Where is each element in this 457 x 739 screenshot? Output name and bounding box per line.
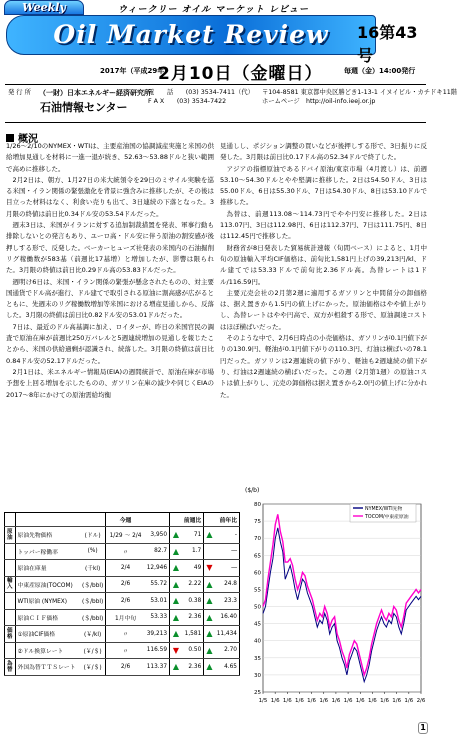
y-axis-label: ($/b) <box>245 487 260 494</box>
weekly-label: Weekly <box>22 1 66 14</box>
paragraph: 主要元売会社の2月第2週に適用するガソリンと中間留分の卸価格は、据え置きから1.5円の値上げにかった。原油価格はやや値上がりし、為替レートはやや円高で、双方が相殺する形で、原油調達コストはほぼ横ばいだった。 <box>220 288 427 331</box>
trend-cell: ▲ <box>170 659 182 676</box>
price-line-chart <box>243 482 427 707</box>
trend2-cell: ▼ <box>204 560 215 577</box>
trend2-cell: ▲ <box>204 527 215 544</box>
value-cell: 113.37 <box>145 659 170 676</box>
date-cell: 〃 <box>106 626 145 643</box>
y-tick-label: 35 <box>254 655 261 662</box>
tel: 電 話 (03) 3534-7411（代） <box>148 89 254 96</box>
category-cell <box>5 593 16 610</box>
y-tick-label: 30 <box>254 672 261 679</box>
paragraph: 2月1日は、米エネルギー情報局(EIA)の週間統計で、原油在庫が市場予想を上回る増加を示したものの、ガソリン在庫の減少や同じくEIAの2017～8年にかけての原油需給均衡 <box>6 367 214 399</box>
section-title: 概況 <box>18 134 38 145</box>
change-cell: 71 <box>182 527 204 544</box>
trend-cell: ▲ <box>170 560 182 577</box>
x-tick-label: 1/6 <box>404 698 414 704</box>
name-cell: 原油先物価格 <box>15 527 80 544</box>
name-cell: 原油ＣＩＦ価格 <box>15 609 80 626</box>
change-cell: 49 <box>182 560 204 577</box>
paragraph: 2月2日は、朝方、1月27日の米大統領令を29日のミサイル実験を巡る米国・イラン関係の緊張激化を背景に強含みに推移したが、その後は目立った材料はなく、利食い売りも出て、3日連続の下落となった。3月限の終値は前日比0.34ドル安の53.54ドルだった。 <box>6 175 214 218</box>
value-cell: 39,213 <box>145 626 170 643</box>
subtitle: ウィークリー オイル マーケット レビュー <box>118 5 309 15</box>
x-tick-label: 1/6 <box>295 698 304 704</box>
x-tick-label: 1/6 <box>380 698 389 704</box>
y-tick-label: 75 <box>254 519 261 526</box>
paragraph: 財務省が8日発表した貿易統計速報（旬間ベース）によると、1月中旬の原油輸入平均CIF価格は、前旬比1,581円上げの39,213円/kl、ドル建てでは53.33ドルで前旬比2.36ドル高。為替レートは1ドル/116.59円。 <box>220 243 427 286</box>
header-change: 前週比 <box>182 513 204 527</box>
trend2-cell: ▲ <box>204 609 215 626</box>
change-cell: 0.38 <box>182 593 204 610</box>
trend-cell: ▲ <box>170 593 182 610</box>
title-banner <box>6 15 376 55</box>
category-cell: 原油 <box>5 527 16 544</box>
change-cell: 2.36 <box>182 609 204 626</box>
change2-cell: 2.70 <box>215 642 240 659</box>
contact <box>148 88 254 106</box>
x-tick-label: 1/6 <box>319 698 329 704</box>
trend-cell: ▲ <box>170 626 182 643</box>
trend-cell: ▲ <box>170 609 182 626</box>
table-row <box>5 576 240 593</box>
name-cell: ②ドル換算レート <box>15 642 80 659</box>
change2-cell: ― <box>215 560 240 577</box>
date-cell: 1/29 ～ 2/4 <box>106 527 145 544</box>
value-cell: 82.7 <box>145 543 170 560</box>
name-cell: 原油在庫量 <box>15 560 80 577</box>
org-label: 発 行 所 <box>8 89 31 96</box>
unit-cell: (%) <box>80 543 106 560</box>
category-cell: 価格 <box>5 626 16 643</box>
org-center: 石油情報センター <box>40 101 128 114</box>
paragraph: アジアの指標原油であるドバイ原油/東京市場（4月渡し）は、前週53.10～54.30ドルとやや堅調に推移した。2日は54.50ドル、3日は55.00ドル、6日は55.30ドル、7日は54.30ドル、8日は53.10ドルで推移した。 <box>220 164 427 207</box>
value-cell: 53.01 <box>145 593 170 610</box>
name-cell: トッパー稼働率 <box>15 543 80 560</box>
y-tick-label: 50 <box>254 604 261 611</box>
unit-cell: (＄/bbl) <box>80 576 106 593</box>
unit-cell: (￥/kl) <box>80 626 106 643</box>
change2-cell: ― <box>215 543 240 560</box>
change-cell: 0.50 <box>182 642 204 659</box>
paragraph: 見通しし、ポジション調整の買いなどが後押しする形で、3日振りに反発した。3月限は前日比0.17ドル高の52.34ドルで終了した。 <box>220 142 427 162</box>
page-title: Oil Market Review <box>53 20 329 49</box>
body-left-column <box>6 141 214 401</box>
change-cell: 2.36 <box>182 659 204 676</box>
category-cell: 輸入 <box>5 576 16 593</box>
y-tick-label: 40 <box>254 638 261 645</box>
date-cell: 2/6 <box>106 593 145 610</box>
table-row <box>5 642 240 659</box>
trend-cell: ▲ <box>170 527 182 544</box>
homepage-link[interactable]: ホームページ http://oil-info.ieej.or.jp <box>262 98 376 105</box>
paragraph: 1/26～2/10のNYMEX・WTIは、主要産油国の協調減産実施と米国の供給増加見通しを材料に一進一退が続き、52.63～53.88ドルと狭い範囲で高めに推移した。 <box>6 142 214 173</box>
issue-date: 2月10日（金曜日） <box>158 64 323 84</box>
x-tick-label: 1/6 <box>367 698 377 704</box>
date-cell: 2/4 <box>106 560 145 577</box>
date-cell: 2/6 <box>106 576 145 593</box>
trend2-cell: ▲ <box>204 626 215 643</box>
change2-cell: - <box>215 527 240 544</box>
change-cell: 2.22 <box>182 576 204 593</box>
trend2-cell: ▲ <box>204 659 215 676</box>
x-tick-label: 1/6 <box>355 698 365 704</box>
name-cell: 外国為替ＴＴＳレート <box>15 659 80 676</box>
change2-cell: 4.65 <box>215 659 240 676</box>
unit-cell: (千kl) <box>80 560 106 577</box>
address-block <box>262 88 457 106</box>
date-cell: 2/6 <box>106 659 145 676</box>
table-row <box>5 626 240 643</box>
change-cell: 1.7 <box>182 543 204 560</box>
unit-cell: (＄/bbl) <box>80 609 106 626</box>
unit-cell: (＄/bbl) <box>80 593 106 610</box>
y-tick-label: 60 <box>254 570 261 577</box>
y-tick-label: 65 <box>254 553 261 560</box>
name-cell: 中東産原油(TOCOM) <box>15 576 80 593</box>
body-right-column <box>220 141 427 401</box>
section-heading <box>6 127 86 145</box>
x-tick-label: 1/5 <box>258 698 268 704</box>
table-row <box>5 659 240 676</box>
trend-cell: ▲ <box>170 576 182 593</box>
paragraph: 為替は、前週113.08～114.73円でやや円安に推移した。2日は113.07円、3日は112.98円、6日は112.37円、7日は111.75円、8日は112.45円で推移した。 <box>220 209 427 241</box>
publish-schedule: 毎週（金）14:00発行 <box>344 67 416 75</box>
fax: F A X (03) 3534-7422 <box>148 98 227 105</box>
category-cell <box>5 609 16 626</box>
value-cell: 55.72 <box>145 576 170 593</box>
value-cell: 12,946 <box>145 560 170 577</box>
x-tick-label: 1/6 <box>282 698 292 704</box>
category-cell <box>5 642 16 659</box>
unit-cell: (￥/＄) <box>80 659 106 676</box>
trend2-cell: ▲ <box>204 593 215 610</box>
change-cell: 1,581 <box>182 626 204 643</box>
year: 2017年（平成29年） <box>100 67 172 75</box>
table-row <box>5 543 240 560</box>
change2-cell: 24.8 <box>215 576 240 593</box>
org-name: （一財）日本エネルギー経済研究所 <box>39 89 151 97</box>
change2-cell: 23.3 <box>215 593 240 610</box>
header-change2: 前年比 <box>215 513 240 527</box>
name-cell: WTI原油 (NYMEX) <box>15 593 80 610</box>
paragraph: そのような中で、2月6日時点の小売価格は、ガソリンが0.1円値下がりの130.9円、軽油が0.1円値下がりの110.3円、灯油は横ばいの78.1円だった。ガソリンは2週連続の値下がり、軽油も2週連続の値下がり、灯油は2週連続の横ばいだった。この週（2月第1週）の原油コストは値上がりし、元売の卸価格は据え置きから2.0円の値上げに分かれた。 <box>220 334 427 399</box>
table-row <box>5 560 240 577</box>
header-date: 今週 <box>106 513 145 527</box>
x-tick-label: 1/6 <box>392 698 402 704</box>
table-header <box>5 513 240 527</box>
y-tick-label: 55 <box>254 587 261 594</box>
trend2-cell: ▲ <box>204 642 215 659</box>
trend2-cell: ▲ <box>204 576 215 593</box>
date-cell: 〃 <box>106 543 145 560</box>
paragraph: 週明け6日は、米国・イラン関係の緊張が懸念されたものの、対主要国通貨でドル高が進行、ドル建てで取引される原油に割高感が広がるとともに、先週末のリグ稼働数増加等米国における増産見通しから、反落した。3月限の終値は前日比0.82ドル安の53.01ドルだった。 <box>6 277 214 320</box>
change2-cell: 16.40 <box>215 609 240 626</box>
table-row <box>5 609 240 626</box>
value-cell: 116.59 <box>145 642 170 659</box>
x-tick-label: 2/6 <box>416 698 426 704</box>
category-cell: 為替 <box>5 659 16 676</box>
change2-cell: 11,434 <box>215 626 240 643</box>
trend-cell: ▲ <box>170 543 182 560</box>
date-cell: 〃 <box>106 642 145 659</box>
x-tick-label: 1/6 <box>331 698 341 704</box>
trend-cell: ▼ <box>170 642 182 659</box>
value-cell: 3,950 <box>145 527 170 544</box>
legend-entry: TOCOM/中東産原油 <box>365 515 409 520</box>
category-cell <box>5 543 16 560</box>
x-tick-label: 1/6 <box>343 698 353 704</box>
issue-number: 16第43号 <box>357 23 418 65</box>
legend-entry: NYMEX/WTI先物 <box>365 507 403 512</box>
paragraph: 7日は、最近のドル高基調に加え、ロイターが、昨日の米国官民の調査で原油在庫が前週比250万バレルと5週連続増加の見通しを報じたことから、米国の供給過剰が認識され、続落した。3月限の終値は前日比0.84ドル安の52.17ドルだった。 <box>6 322 214 365</box>
page-number: 1 <box>418 722 428 734</box>
table-row <box>5 593 240 610</box>
paragraph: 週末3日は、米国がイランに対する追加制裁措置を発表、軍事行動も排除しないとの発言もあり、ユーロ高・ドル安に伴う原油の割安感が後押しする形で、反発した。ベーカーヒューズ社発表の米国内の石油掘削リグ稼働数が583基（前週比17基増）と増加したが、影響は限られた。3月限の終値は前日比0.29ドル高の53.83ドルだった。 <box>6 221 214 275</box>
plot-area <box>263 504 421 692</box>
category-cell <box>5 560 16 577</box>
divider <box>5 84 426 85</box>
date-cell: 1月中旬 <box>106 609 145 626</box>
x-tick-label: 1/6 <box>270 698 280 704</box>
address: 〒104-8581 東京都中央区勝どき1-13-1 イヌイビル・カチドキ11階 <box>262 89 457 96</box>
name-cell: ①原油CIF価格 <box>15 626 80 643</box>
indicator-table <box>4 512 240 676</box>
y-tick-label: 45 <box>254 621 261 628</box>
y-tick-label: 80 <box>254 502 261 508</box>
y-tick-label: 25 <box>254 690 261 696</box>
x-tick-label: 1/6 <box>307 698 317 704</box>
value-cell: 53.33 <box>145 609 170 626</box>
y-tick-label: 70 <box>254 536 261 543</box>
unit-cell: (ドル) <box>80 527 106 544</box>
table-row <box>5 527 240 544</box>
unit-cell: (￥/＄) <box>80 642 106 659</box>
trend2-cell <box>204 543 215 560</box>
weekly-badge <box>4 0 84 15</box>
divider <box>5 122 426 123</box>
